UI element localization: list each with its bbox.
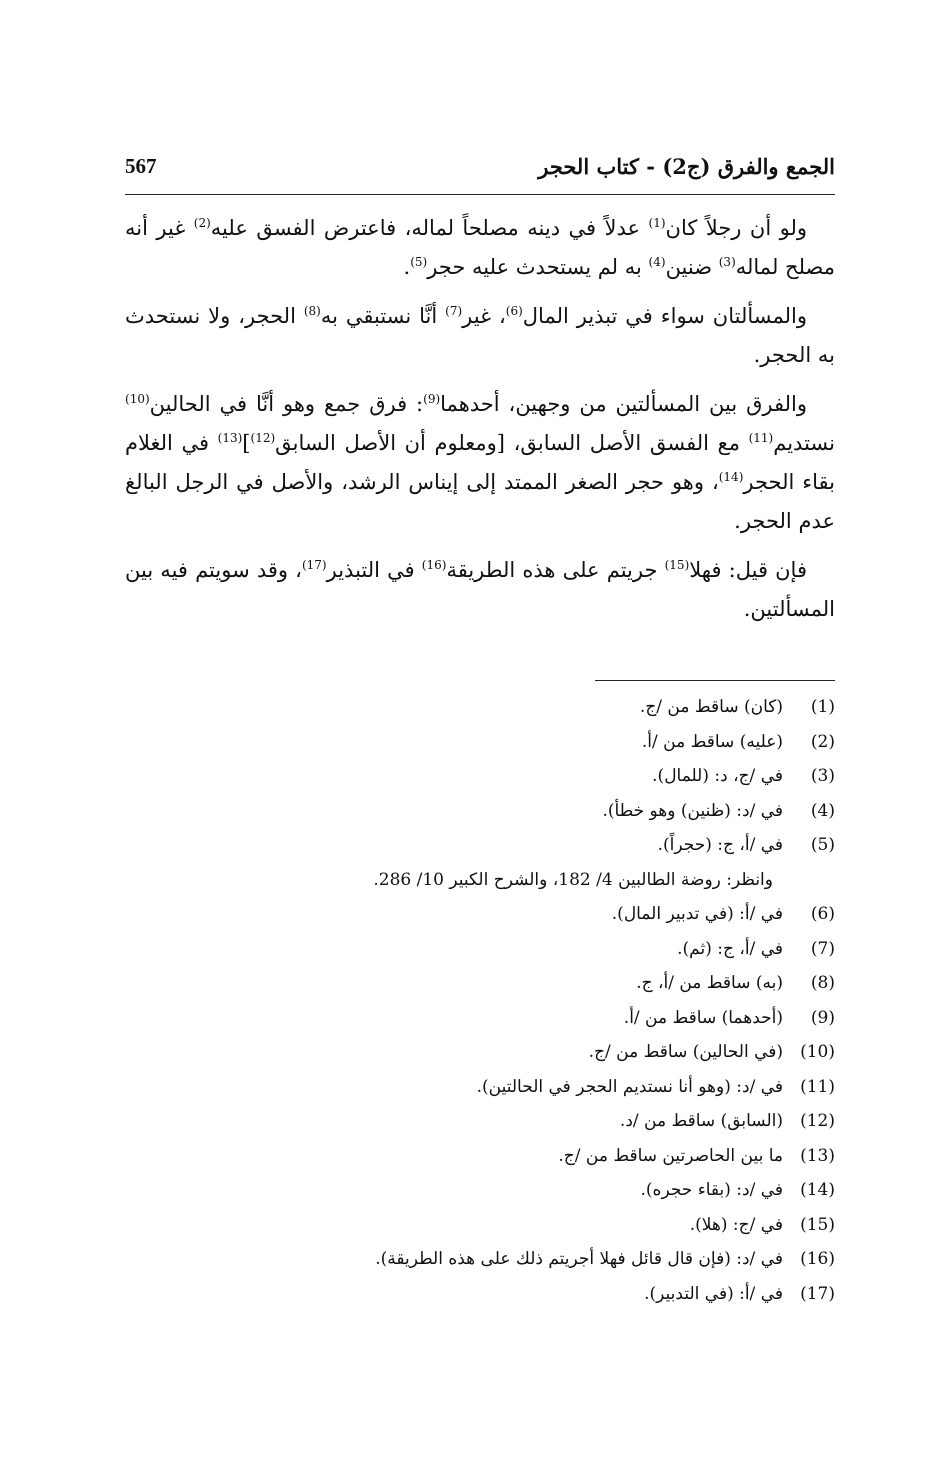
footnote-ref: (16)	[421, 558, 447, 572]
footnote-number: (7)	[810, 938, 835, 959]
footnote-number: (11)	[800, 1076, 835, 1097]
footnote-ref: (14)	[718, 470, 744, 484]
header-divider	[125, 194, 835, 195]
footnote-ref: (8)	[303, 304, 321, 318]
footnote-number: (15)	[800, 1214, 835, 1235]
footnote-item	[125, 1104, 835, 1139]
footnote-text: (به) ساقط من /أ، ج.	[636, 973, 783, 993]
footnote-number: (9)	[810, 1007, 835, 1028]
footnote-item	[125, 932, 835, 967]
footnote-text: في /د: (فإن قال قائل فهلا أجريتم ذلك على هذه الطريقة).	[375, 1249, 783, 1269]
running-title: الجمع والفرق (ج2) - كتاب الحجر	[538, 154, 835, 179]
footnote-item	[125, 1070, 835, 1105]
footnote-text: في /د: (بقاء حجره).	[640, 1180, 783, 1200]
paragraph-1: ولو أن رجلاً كان$^{(1)}$ عدلاً في دينه مصلحاً لماله، فاعترض الفسق عليه$^{(2)}$ غير أنه مصلح لماله$^{(3)}$ ضنين$^{(4)}$ به لم يستحدث عليه حجر$^{(5)}$.	[125, 216, 835, 279]
footnote-text: (كان) ساقط من /ج.	[639, 697, 783, 717]
footnote-ref: (5)	[410, 255, 428, 269]
footnote-item	[125, 897, 835, 932]
footnote-number: (14)	[800, 1180, 835, 1200]
footnote-number: (17)	[800, 1283, 835, 1304]
footnote-text: وانظر: روضة الطالبين 4/ 182، والشرح الكبير 10/ 286.	[373, 869, 773, 890]
footnote-number: (6)	[810, 904, 835, 924]
footnote-item	[125, 794, 835, 829]
footnote-item	[125, 690, 835, 725]
footnote-item	[125, 1277, 835, 1312]
footnote-ref: (4)	[648, 255, 666, 269]
footnote-item	[125, 1208, 835, 1243]
footnote-item	[125, 1242, 835, 1277]
footnote-divider	[595, 680, 835, 681]
footnote-ref: (6)	[505, 304, 523, 318]
footnote-item	[125, 863, 835, 898]
footnote-item	[125, 725, 835, 760]
footnote-text: في /ج: (هلا).	[689, 1214, 783, 1235]
footnote-text: (عليه) ساقط من /أ.	[641, 731, 783, 752]
footnote-ref: (12)	[250, 431, 276, 445]
footnote-item	[125, 1035, 835, 1070]
footnote-number: (8)	[810, 973, 835, 993]
footnote-item	[125, 759, 835, 794]
footnote-text: في /د: (وهو أنا نستديم الحجر في الحالتين).	[476, 1076, 783, 1097]
page-header	[125, 152, 835, 188]
footnote-text: في /أ: (في التدبير).	[644, 1283, 783, 1304]
footnote-text: ما بين الحاصرتين ساقط من /ج.	[558, 1145, 783, 1166]
footnote-ref: (10)	[125, 392, 150, 406]
footnote-item	[125, 966, 835, 1001]
footnote-ref: (3)	[718, 255, 736, 269]
page-number: 567	[125, 154, 157, 178]
footnote-text: في /د: (ظنين) وهو خطأ).	[602, 800, 783, 821]
paragraph-2: والمسألتان سواء في تبذير المال$^{(6)}$، غير$^{(7)}$ أنَّا نستبقي به$^{(8)}$ الحجر، ولا نستحدث به الحجر.	[125, 304, 835, 367]
footnote-number: (13)	[800, 1145, 835, 1166]
footnote-item	[125, 828, 835, 863]
footnote-ref: (2)	[193, 216, 211, 230]
footnote-item	[125, 1139, 835, 1174]
paragraph-3: والفرق بين المسألتين من وجهين، أحدهما$^{(9)}$: فرق جمع وهو أنَّا في الحالين$^{(10)}$ نستديم$^{(11)}$ مع الفسق الأصل السابق، [ومعلوم أن الأصل السابق$^{(12)}$]$^{(13)}$ في الغلام بقاء الحجر$^{(14)}$، وهو حجر الصغر الممتد إلى إيناس الرشد، والأصل في الرجل البالغ عدم الحجر.	[125, 392, 835, 533]
footnote-text: (أحدهما) ساقط من /أ.	[623, 1007, 783, 1028]
footnote-ref: (1)	[648, 216, 666, 230]
footnote-number: (3)	[810, 766, 835, 786]
footnote-text: في /ج، د: (للمال).	[652, 766, 783, 786]
footnotes-list	[125, 690, 835, 1311]
footnote-text: في /أ، ج: (ثم).	[677, 938, 783, 959]
footnote-number: (12)	[800, 1111, 835, 1131]
footnote-item	[125, 1173, 835, 1208]
footnote-number: (2)	[810, 731, 835, 752]
footnote-ref: (11)	[748, 431, 774, 445]
main-text	[125, 205, 835, 639]
footnote-item	[125, 1001, 835, 1036]
footnote-text: في /أ، ج: (حجراً).	[657, 835, 783, 855]
footnote-ref: (7)	[445, 304, 463, 318]
footnote-number: (10)	[800, 1042, 835, 1062]
footnote-number: (5)	[810, 835, 835, 855]
footnote-ref: (15)	[664, 558, 690, 572]
footnote-number: (1)	[810, 697, 835, 717]
footnote-ref: (13)	[217, 431, 243, 445]
paragraph-4: فإن قيل: فهلا$^{(15)}$ جريتم على هذه الطريقة$^{(16)}$ في التبذير$^{(17)}$، وقد سويتم فيه بين المسألتين.	[125, 558, 835, 621]
footnote-text: في /أ: (في تدبير المال).	[611, 904, 783, 924]
footnote-number: (4)	[810, 800, 835, 821]
footnote-number: (16)	[800, 1249, 835, 1269]
footnote-text: (في الحالين) ساقط من /ج.	[588, 1042, 783, 1062]
footnote-ref: (9)	[423, 392, 441, 406]
footnote-text: (السابق) ساقط من /د.	[619, 1111, 783, 1131]
footnote-ref: (17)	[301, 558, 327, 572]
